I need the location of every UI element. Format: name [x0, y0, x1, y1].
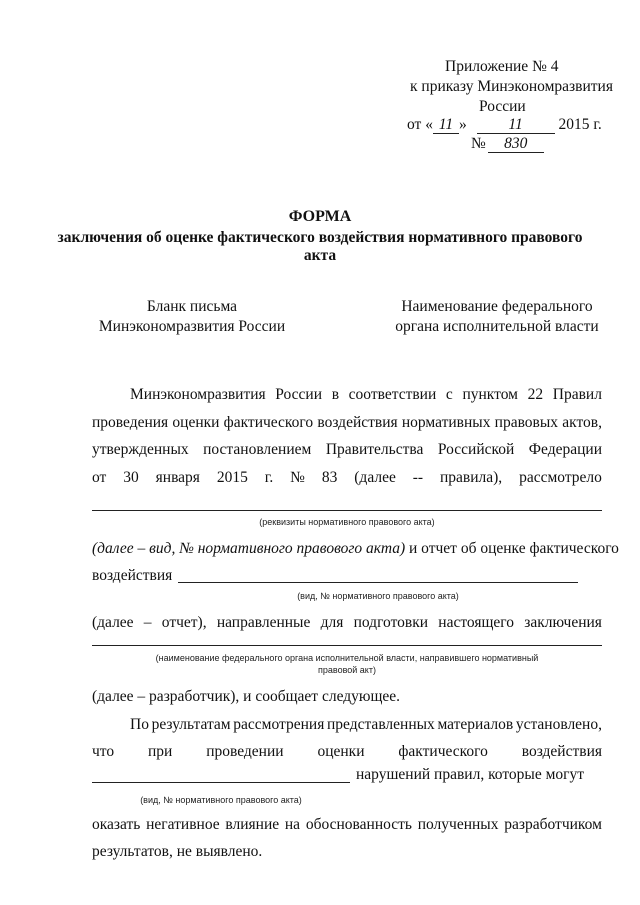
body-line-12-word: проведении [206, 743, 284, 760]
body-line-8-word: отчет), [161, 614, 207, 631]
body-line-4-word: -- [412, 469, 424, 486]
body-line-1-word: Правил [552, 386, 602, 403]
body-line-8-word: подготовки [353, 614, 429, 631]
body-line-4-word: 30 [123, 469, 139, 486]
body-line-8-word: заключения [524, 614, 602, 631]
body-line-12-word: воздействия [521, 743, 602, 760]
body-line-2-word: фактического [223, 414, 314, 431]
fill-line-requisites [92, 510, 602, 511]
form-subtitle-line1: заключения об оценке фактического воздействия нормативного правового [57, 229, 583, 246]
body-line-3-word: утвержденных [92, 441, 189, 458]
body-line-4-word: правила), [439, 469, 503, 486]
order-country: России [479, 98, 526, 115]
body-line-11-word: представленных [326, 716, 435, 733]
body-line-13-text: нарушений правил, которые могут [356, 766, 585, 783]
body-line-10 [92, 688, 602, 706]
body-line-1-text [130, 386, 602, 404]
body-line-13 [356, 766, 602, 784]
body-line-4 [92, 469, 602, 487]
body-line-2-word: оценки [172, 414, 220, 431]
body-line-11 [130, 716, 602, 734]
body-line-1-word: Минэкономразвития [130, 386, 266, 403]
order-number [471, 134, 544, 154]
body-line-2-word: воздействия [317, 414, 398, 431]
appendix-number: Приложение № 4 [445, 58, 559, 75]
order-reference: к приказу Минэкономразвития [410, 78, 613, 95]
body-line-4-word: от [92, 469, 107, 486]
body-line-3 [92, 441, 602, 459]
body-line-8-word: (далее [92, 614, 134, 631]
body-line-11-word: материалов [437, 716, 514, 733]
body-line-7-text: воздействия [92, 567, 173, 584]
body-line-1-word: в [331, 386, 340, 403]
body-line-14-word: негативное [146, 816, 220, 833]
recipient-column [372, 297, 622, 337]
body-line-6-italic: (далее – вид, № нормативного правового акта) [92, 540, 406, 557]
form-title: ФОРМА [288, 208, 352, 225]
body-line-2-word: актов, [562, 414, 602, 431]
form-subtitle-line2: акта [303, 247, 337, 264]
body-line-4-word: № [290, 469, 305, 486]
body-line-12 [92, 743, 602, 761]
body-line-4-word: рассмотрело [519, 469, 602, 486]
fill-line-authority [92, 645, 602, 646]
date-month: 11 [508, 116, 523, 133]
body-line-14-word: на [284, 816, 301, 833]
body-line-1 [130, 386, 602, 404]
body-line-4-word: 83 [321, 469, 338, 486]
body-line-8-word: – [143, 614, 152, 631]
note-act-2: (вид, № нормативного правового акта) [140, 795, 302, 805]
body-line-1-word: соответствии [348, 386, 437, 403]
body-line-11-word: По [130, 716, 149, 733]
body-line-1-word: пунктом [462, 386, 518, 403]
note-act-1: (вид, № нормативного правового акта) [297, 591, 459, 601]
fill-line-act [178, 582, 578, 583]
body-line-2-word: проведения [92, 414, 169, 431]
body-line-14-word: обоснованность [305, 816, 412, 833]
letterhead-line2: Минэкономразвития России [98, 318, 286, 335]
body-line-3-word: Российской [437, 441, 515, 458]
date-mid: » [458, 116, 467, 133]
body-line-14-word: оказать [92, 816, 141, 833]
body-line-4-word: г. [264, 469, 274, 486]
body-line-12-word: оценки [317, 743, 365, 760]
date-year: 2015 г. [558, 116, 602, 133]
body-line-11-word: рассмотрения [233, 716, 325, 733]
note-requisites: (реквизиты нормативного правового акта) [259, 517, 435, 527]
number-label: № [471, 135, 486, 152]
body-line-12-word: фактического [398, 743, 488, 760]
body-line-12-word: при [148, 743, 173, 760]
body-line-8-word: направленные [216, 614, 311, 631]
order-date [407, 115, 602, 135]
letterhead-column [82, 297, 302, 337]
note-authority-2: правовой акт) [318, 665, 376, 675]
body-line-4-word: 2015 [216, 469, 248, 486]
note-authority-1: (наименование федерального органа исполнительной власти, направившего нормативный [155, 653, 539, 663]
number-value: 830 [504, 135, 528, 152]
body-line-1-word: 22 [527, 386, 544, 403]
recipient-line2: органа исполнительной власти [395, 318, 599, 335]
body-line-4-word: (далее [354, 469, 396, 486]
body-line-6 [92, 540, 619, 558]
body-line-4-word: января [155, 469, 200, 486]
body-line-3-word: Федерации [528, 441, 602, 458]
fill-line-act-2 [92, 782, 350, 783]
date-day: 11 [438, 116, 454, 133]
body-line-11-word: результатам [151, 716, 231, 733]
body-line-12-word: что [92, 743, 115, 760]
body-line-1-word: России [275, 386, 323, 403]
date-prefix: от « [407, 116, 433, 133]
body-line-6-rest: и отчет об оценке фактического [405, 540, 619, 557]
body-line-8-word: для [320, 614, 344, 631]
letterhead-line1: Бланк письма [146, 298, 238, 315]
body-line-2-word: правовых [494, 414, 559, 431]
body-line-14 [92, 816, 602, 834]
body-line-2 [92, 414, 602, 432]
recipient-line1: Наименование федерального [401, 298, 593, 315]
body-line-14-word: разработчиком [504, 816, 602, 833]
body-line-8 [92, 614, 602, 632]
body-line-10-text: (далее – разработчик), и сообщает следующее. [92, 688, 401, 705]
body-line-2-word: нормативных [401, 414, 491, 431]
body-line-14-word: полученных [417, 816, 499, 833]
body-line-3-word: постановлением [203, 441, 312, 458]
body-line-14-word: влияние [225, 816, 280, 833]
body-line-8-word: настоящего [438, 614, 515, 631]
body-line-1-word: с [445, 386, 453, 403]
body-line-15 [92, 843, 602, 861]
body-line-11-word: установлено, [515, 716, 602, 733]
body-line-15-text: результатов, не выявлено. [92, 843, 263, 860]
body-line-3-word: Правительства [325, 441, 424, 458]
